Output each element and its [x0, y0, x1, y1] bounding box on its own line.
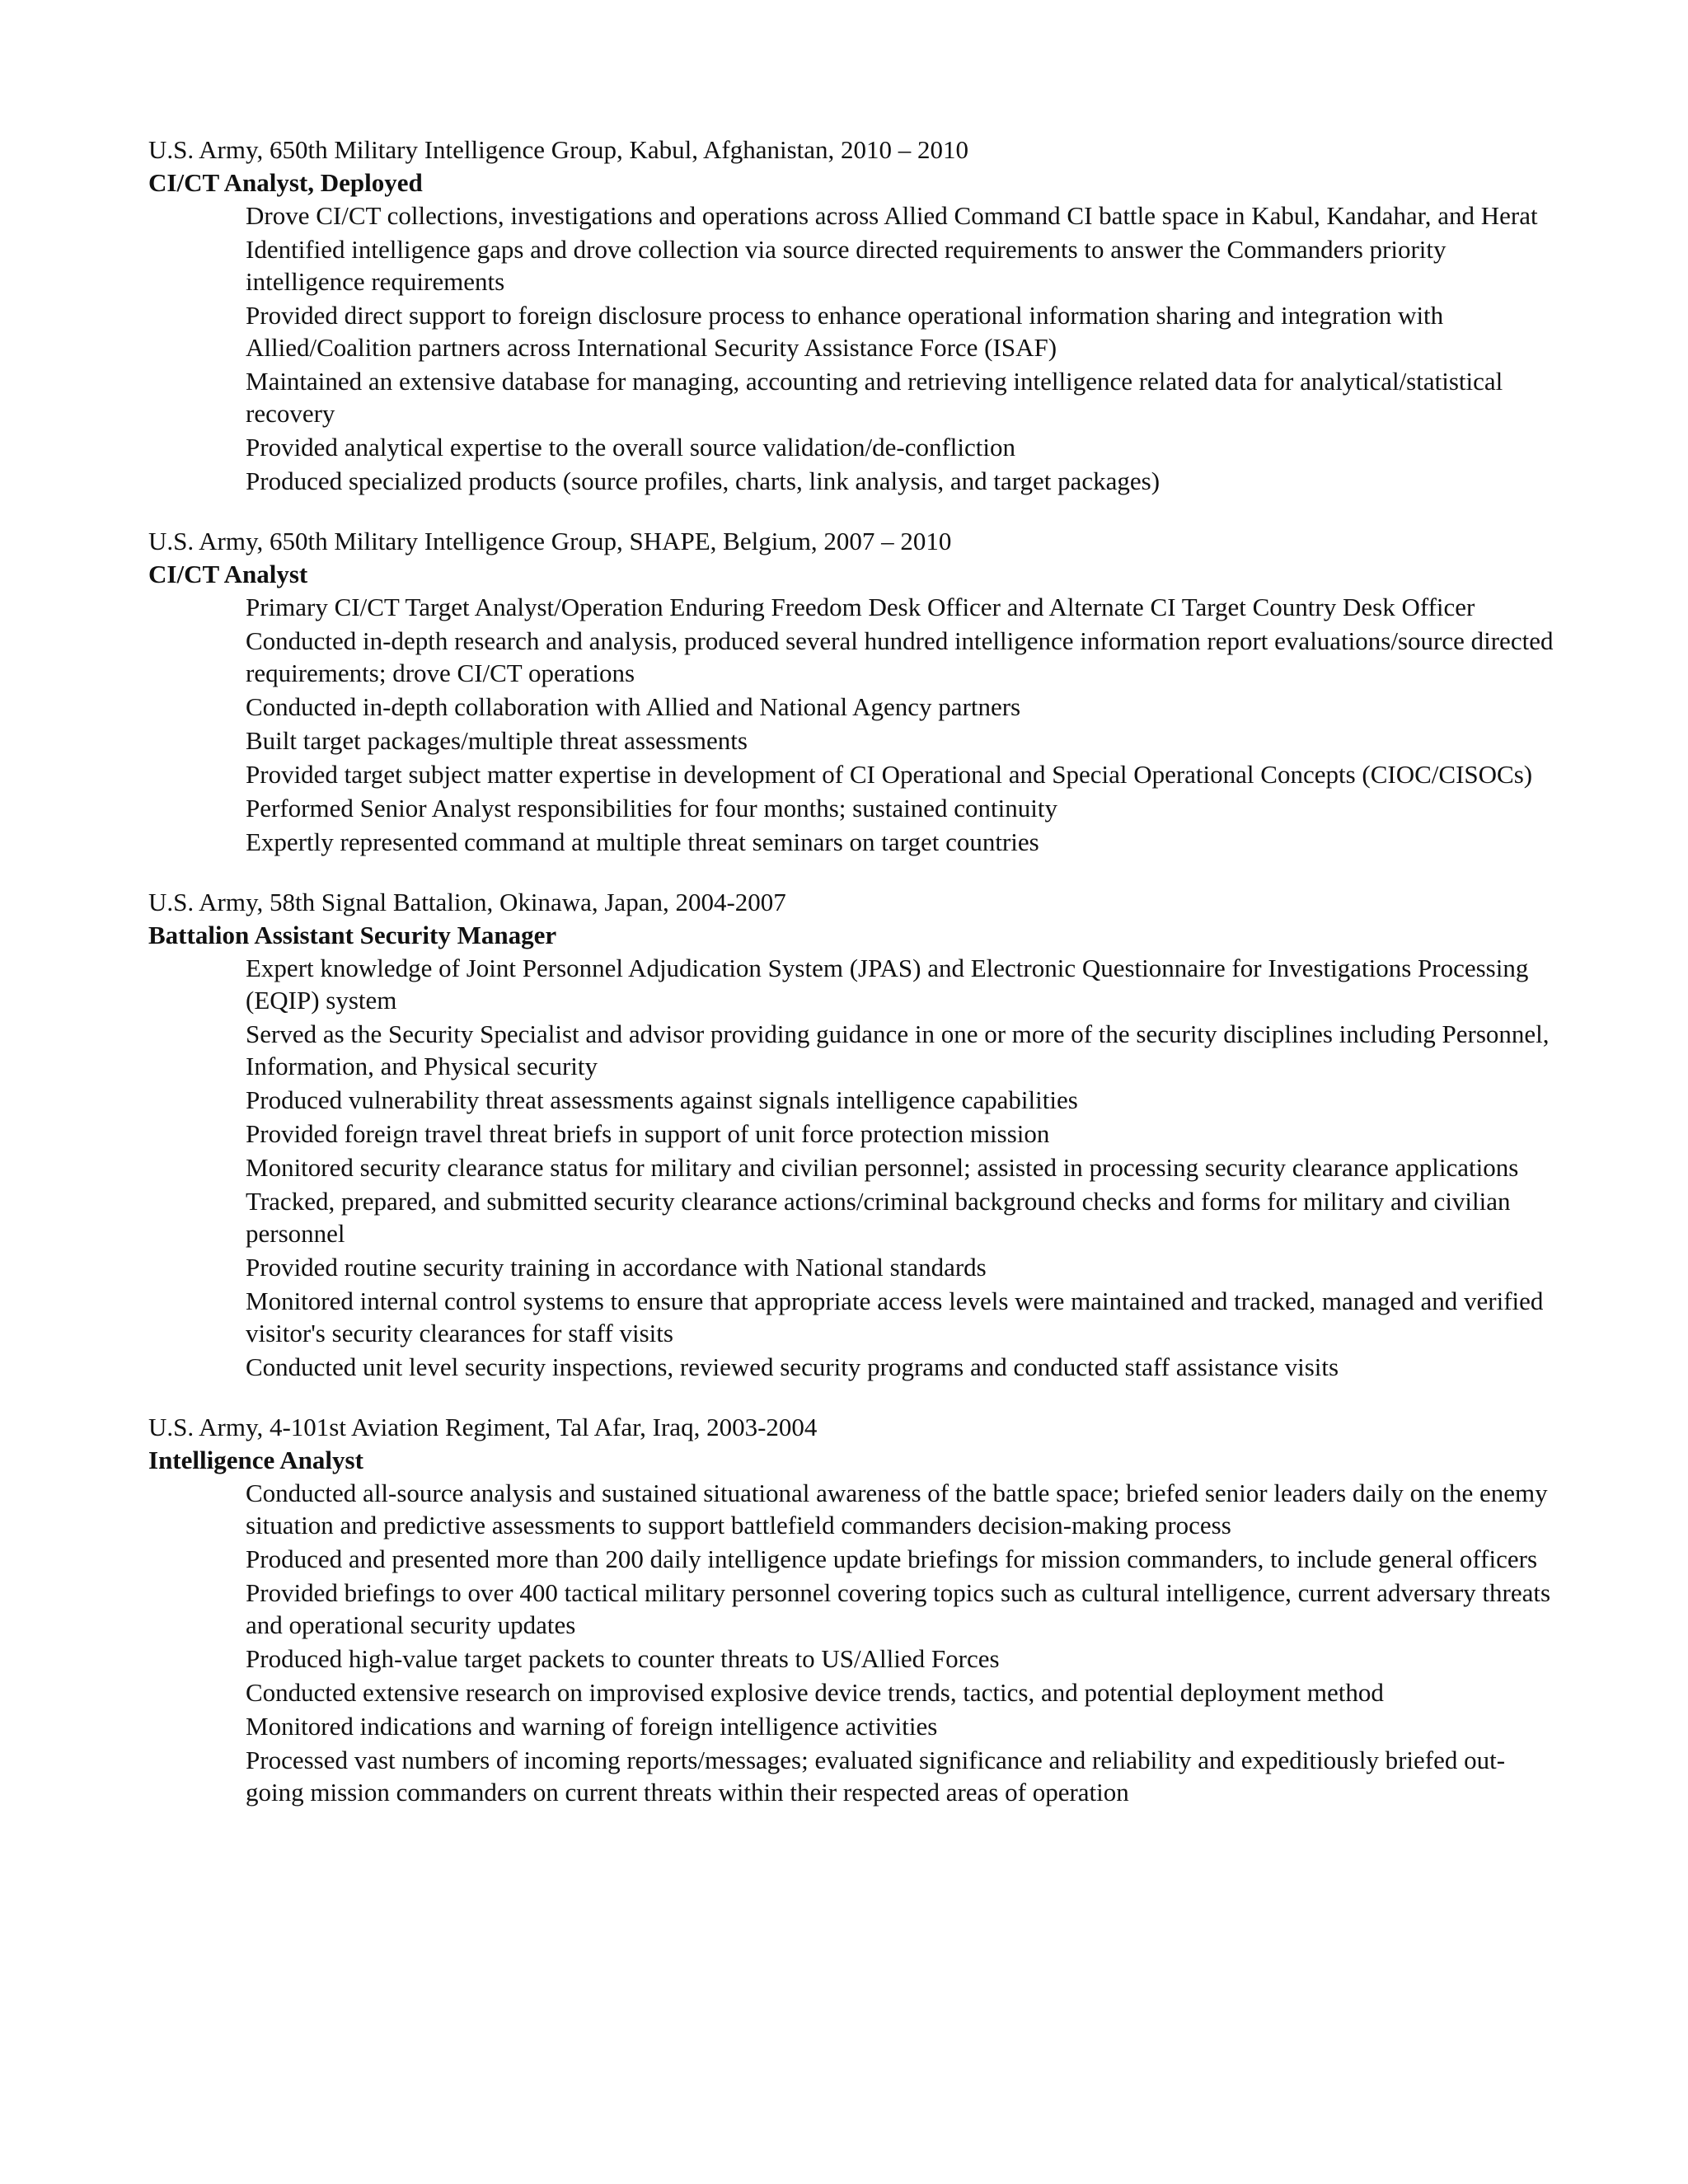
job-employer: U.S. Army, 58th Signal Battalion, Okinawa, Japan, 2004-2007: [148, 888, 786, 916]
job-duty: Performed Senior Analyst responsibilities for four months; sustained continuity: [246, 794, 1057, 823]
job-duty: Provided direct support to foreign disclosure process to enhance operational information sharing and integration with Allied/Coalition partners across International Security Assistance Force (ISAF): [246, 301, 1444, 362]
job-duty: Conducted in-depth research and analysis, produced several hundred intelligence information report evaluations/source directed requirements; drove CI/CT operations: [246, 626, 1554, 687]
job-duty: Produced specialized products (source profiles, charts, link analysis, and target packages): [246, 466, 1160, 495]
experience-section: [148, 134, 1554, 1836]
job-title: Intelligence Analyst: [148, 1446, 363, 1474]
job-duty: Expert knowledge of Joint Personnel Adjudication System (JPAS) and Electronic Questionnaire for Investigations Processing (EQIP) system: [246, 954, 1529, 1015]
job-duty: Provided routine security training in accordance with National standards: [246, 1253, 987, 1282]
job-duty: Identified intelligence gaps and drove collection via source directed requirements to answer the Commanders priority intelligence requirements: [246, 235, 1447, 296]
job-duty: Drove CI/CT collections, investigations and operations across Allied Command CI battle space in Kabul, Kandahar, and Herat: [246, 201, 1538, 230]
job-duty: Conducted extensive research on improvised explosive device trends, tactics, and potential deployment method: [246, 1678, 1384, 1707]
job-employer: U.S. Army, 4-101st Aviation Regiment, Tal Afar, Iraq, 2003-2004: [148, 1413, 818, 1441]
job-duty: Provided target subject matter expertise in development of CI Operational and Special Operational Concepts (CIOC/CISOCs): [246, 760, 1533, 789]
job-duty: Maintained an extensive database for managing, accounting and retrieving intelligence related data for analytical/statistical recovery: [246, 367, 1503, 428]
job-duty: Tracked, prepared, and submitted security clearance actions/criminal background checks and forms for military and civilian personnel: [246, 1187, 1511, 1248]
job-duty: Monitored internal control systems to ensure that appropriate access levels were maintained and tracked, managed and verified visitor's security clearances for staff visits: [246, 1286, 1544, 1347]
job-entry-okinawa: [148, 886, 1550, 1383]
job-duties-list: [148, 199, 1550, 497]
job-duty: Provided analytical expertise to the overall source validation/de-confliction: [246, 433, 1015, 462]
job-employer: U.S. Army, 650th Military Intelligence Group, Kabul, Afghanistan, 2010 – 2010: [148, 135, 969, 164]
job-duty: Monitored security clearance status for military and civilian personnel; assisted in processing security clearance applications: [246, 1153, 1519, 1182]
job-title: Battalion Assistant Security Manager: [148, 921, 557, 949]
job-entry-kabul: [148, 134, 1550, 497]
job-employer: U.S. Army, 650th Military Intelligence Group, SHAPE, Belgium, 2007 – 2010: [148, 527, 952, 555]
job-duty: Served as the Security Specialist and advisor providing guidance in one or more of the security disciplines including Personnel, Information, and Physical security: [246, 1019, 1550, 1080]
job-title: CI/CT Analyst: [148, 560, 308, 588]
job-entry-shape: [148, 525, 1554, 858]
job-duty: Monitored indications and warning of foreign intelligence activities: [246, 1712, 938, 1741]
job-duty: Provided foreign travel threat briefs in support of unit force protection mission: [246, 1119, 1050, 1148]
job-duties-list: [148, 952, 1550, 1383]
job-duty: Produced and presented more than 200 daily intelligence update briefings for mission commanders, to include general officers: [246, 1544, 1538, 1573]
job-duty: Built target packages/multiple threat assessments: [246, 726, 748, 755]
job-duty: Conducted in-depth collaboration with Allied and National Agency partners: [246, 692, 1021, 721]
job-title: CI/CT Analyst, Deployed: [148, 168, 423, 197]
job-entry-tal-afar: [148, 1411, 1550, 1808]
job-duty: Primary CI/CT Target Analyst/Operation Enduring Freedom Desk Officer and Alternate CI Target Country Desk Officer: [246, 593, 1475, 621]
job-duty: Processed vast numbers of incoming reports/messages; evaluated significance and reliability and expeditiously briefed out-going mission commanders on current threats within their respected areas of operation: [246, 1746, 1506, 1807]
job-duty: Produced high-value target packets to counter threats to US/Allied Forces: [246, 1644, 1000, 1673]
job-duty: Provided briefings to over 400 tactical military personnel covering topics such as cultural intelligence, current adversary threats and operational security updates: [246, 1578, 1551, 1639]
job-duty: Produced vulnerability threat assessments against signals intelligence capabilities: [246, 1085, 1078, 1114]
job-duties-list: [148, 1477, 1550, 1808]
job-duty: Conducted all-source analysis and sustained situational awareness of the battle space; briefed senior leaders daily on the enemy situation and predictive assessments to support battlefield commanders decision-making process: [246, 1479, 1548, 1540]
job-duties-list: [148, 591, 1554, 858]
job-duty: Conducted unit level security inspections, reviewed security programs and conducted staff assistance visits: [246, 1352, 1339, 1381]
job-duty: Expertly represented command at multiple threat seminars on target countries: [246, 827, 1039, 856]
